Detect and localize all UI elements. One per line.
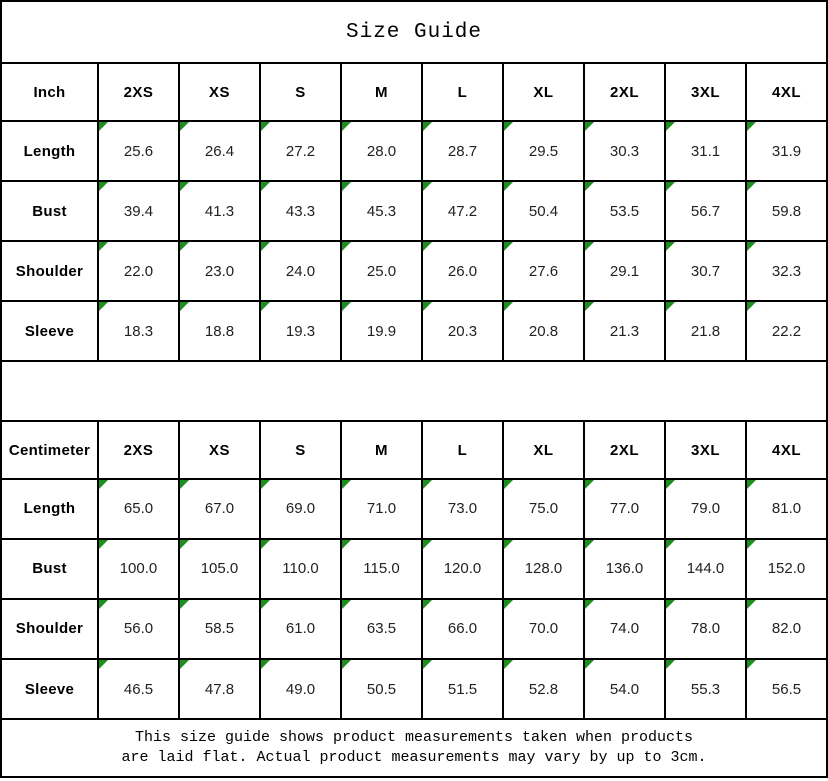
measurement-value: 28.0 <box>366 142 397 160</box>
corner-triangle-icon <box>504 242 513 251</box>
size-column-header: 4XL <box>746 421 827 479</box>
unit-label: Inch <box>1 63 98 121</box>
value-cell <box>584 301 665 361</box>
table-spacer <box>1 361 827 421</box>
measurement-value: 47.2 <box>447 202 478 220</box>
measurement-value: 51.5 <box>447 680 478 698</box>
measurement-value: 74.0 <box>609 620 640 638</box>
corner-triangle-icon <box>423 540 432 549</box>
row-label: Sleeve <box>1 301 98 361</box>
value-cell <box>665 539 746 599</box>
value-cell <box>179 659 260 719</box>
measurement-value: 25.6 <box>123 142 154 160</box>
measurement-value: 27.6 <box>528 262 559 280</box>
measurement-value: 70.0 <box>528 620 559 638</box>
measurement-value: 21.3 <box>609 322 640 340</box>
measurement-value: 22.2 <box>771 322 802 340</box>
measurement-value: 39.4 <box>123 202 154 220</box>
measurement-value: 55.3 <box>690 680 721 698</box>
value-cell <box>422 301 503 361</box>
spacer-section <box>1 361 827 421</box>
measurement-value: 18.8 <box>204 322 235 340</box>
measurement-value: 77.0 <box>609 500 640 518</box>
corner-triangle-icon <box>747 302 756 311</box>
value-cell <box>341 181 422 241</box>
corner-triangle-icon <box>666 660 675 669</box>
corner-triangle-icon <box>261 302 270 311</box>
corner-triangle-icon <box>423 480 432 489</box>
value-cell <box>746 539 827 599</box>
measurement-value: 47.8 <box>204 680 235 698</box>
measurement-value: 26.4 <box>204 142 235 160</box>
value-cell <box>260 121 341 181</box>
value-cell <box>584 479 665 539</box>
corner-triangle-icon <box>423 182 432 191</box>
value-cell <box>179 241 260 301</box>
measurement-value: 81.0 <box>771 500 802 518</box>
corner-triangle-icon <box>747 242 756 251</box>
value-cell <box>584 121 665 181</box>
measurement-row <box>1 121 827 181</box>
footer-section <box>1 719 827 777</box>
value-cell <box>503 539 584 599</box>
corner-triangle-icon <box>666 122 675 131</box>
corner-triangle-icon <box>585 122 594 131</box>
measurement-row <box>1 599 827 659</box>
corner-triangle-icon <box>342 480 351 489</box>
corner-triangle-icon <box>261 660 270 669</box>
corner-triangle-icon <box>585 600 594 609</box>
corner-triangle-icon <box>180 122 189 131</box>
corner-triangle-icon <box>342 302 351 311</box>
value-cell <box>584 659 665 719</box>
value-cell <box>665 599 746 659</box>
measurement-value: 152.0 <box>767 560 806 578</box>
corner-triangle-icon <box>261 182 270 191</box>
measurement-value: 23.0 <box>204 262 235 280</box>
value-cell <box>260 479 341 539</box>
corner-triangle-icon <box>423 242 432 251</box>
size-column-header: XL <box>503 63 584 121</box>
corner-triangle-icon <box>180 660 189 669</box>
inch-section <box>1 63 827 361</box>
measurement-value: 53.5 <box>609 202 640 220</box>
value-cell <box>422 659 503 719</box>
corner-triangle-icon <box>504 302 513 311</box>
corner-triangle-icon <box>342 660 351 669</box>
value-cell <box>179 599 260 659</box>
measurement-value: 56.0 <box>123 620 154 638</box>
measurement-value: 105.0 <box>200 560 239 578</box>
size-column-header: S <box>260 421 341 479</box>
row-label: Shoulder <box>1 241 98 301</box>
corner-triangle-icon <box>99 660 108 669</box>
measurement-value: 120.0 <box>443 560 482 578</box>
measurement-value: 65.0 <box>123 500 154 518</box>
value-cell <box>503 479 584 539</box>
corner-triangle-icon <box>585 302 594 311</box>
size-column-header: 2XS <box>98 421 179 479</box>
measurement-value: 19.3 <box>285 322 316 340</box>
size-column-header: M <box>341 63 422 121</box>
corner-triangle-icon <box>423 302 432 311</box>
value-cell <box>341 301 422 361</box>
measurement-row <box>1 659 827 719</box>
size-column-header: XS <box>179 421 260 479</box>
measurement-value: 144.0 <box>686 560 725 578</box>
measurement-value: 75.0 <box>528 500 559 518</box>
value-cell <box>341 539 422 599</box>
corner-triangle-icon <box>585 480 594 489</box>
value-cell <box>665 121 746 181</box>
size-header-row <box>1 421 827 479</box>
measurement-value: 66.0 <box>447 620 478 638</box>
size-column-header: L <box>422 63 503 121</box>
corner-triangle-icon <box>666 182 675 191</box>
measurement-value: 56.5 <box>771 680 802 698</box>
measurement-value: 46.5 <box>123 680 154 698</box>
measurement-value: 71.0 <box>366 500 397 518</box>
value-cell <box>665 301 746 361</box>
measurement-value: 69.0 <box>285 500 316 518</box>
value-cell <box>746 479 827 539</box>
corner-triangle-icon <box>504 480 513 489</box>
value-cell <box>746 301 827 361</box>
measurement-value: 26.0 <box>447 262 478 280</box>
corner-triangle-icon <box>99 182 108 191</box>
measurement-value: 79.0 <box>690 500 721 518</box>
row-label: Length <box>1 479 98 539</box>
value-cell <box>422 241 503 301</box>
value-cell <box>341 241 422 301</box>
measurement-row <box>1 301 827 361</box>
corner-triangle-icon <box>261 122 270 131</box>
measurement-value: 24.0 <box>285 262 316 280</box>
value-cell <box>422 539 503 599</box>
corner-triangle-icon <box>261 600 270 609</box>
measurement-value: 20.8 <box>528 322 559 340</box>
value-cell <box>98 241 179 301</box>
value-cell <box>746 659 827 719</box>
size-column-header: S <box>260 63 341 121</box>
measurement-value: 31.1 <box>690 142 721 160</box>
corner-triangle-icon <box>666 540 675 549</box>
measurement-value: 29.5 <box>528 142 559 160</box>
value-cell <box>179 301 260 361</box>
footer-note-line2: are laid flat. Actual product measurements may vary by up to 3cm. <box>121 749 707 766</box>
corner-triangle-icon <box>180 242 189 251</box>
corner-triangle-icon <box>99 302 108 311</box>
corner-triangle-icon <box>666 600 675 609</box>
corner-triangle-icon <box>666 242 675 251</box>
value-cell <box>341 121 422 181</box>
value-cell <box>503 659 584 719</box>
size-column-header: 4XL <box>746 63 827 121</box>
corner-triangle-icon <box>342 600 351 609</box>
size-column-header: 3XL <box>665 421 746 479</box>
corner-triangle-icon <box>423 122 432 131</box>
value-cell <box>746 599 827 659</box>
corner-triangle-icon <box>585 660 594 669</box>
footer-note-line1: This size guide shows product measurements taken when products <box>134 729 694 746</box>
measurement-value: 78.0 <box>690 620 721 638</box>
value-cell <box>260 659 341 719</box>
corner-triangle-icon <box>747 600 756 609</box>
measurement-value: 18.3 <box>123 322 154 340</box>
value-cell <box>746 121 827 181</box>
footer-row <box>1 719 827 777</box>
page-title: Size Guide <box>1 1 827 63</box>
value-cell <box>341 599 422 659</box>
measurement-value: 50.5 <box>366 680 397 698</box>
measurement-value: 100.0 <box>119 560 158 578</box>
measurement-value: 43.3 <box>285 202 316 220</box>
value-cell <box>260 241 341 301</box>
corner-triangle-icon <box>747 182 756 191</box>
row-label: Shoulder <box>1 599 98 659</box>
corner-triangle-icon <box>504 540 513 549</box>
measurement-row <box>1 539 827 599</box>
value-cell <box>98 659 179 719</box>
value-cell <box>260 539 341 599</box>
centimeter-section <box>1 421 827 719</box>
corner-triangle-icon <box>99 480 108 489</box>
value-cell <box>98 479 179 539</box>
measurement-value: 63.5 <box>366 620 397 638</box>
value-cell <box>341 659 422 719</box>
size-column-header: XL <box>503 421 584 479</box>
row-label: Bust <box>1 539 98 599</box>
corner-triangle-icon <box>261 540 270 549</box>
corner-triangle-icon <box>747 480 756 489</box>
size-column-header: 2XS <box>98 63 179 121</box>
corner-triangle-icon <box>99 600 108 609</box>
value-cell <box>260 301 341 361</box>
value-cell <box>665 479 746 539</box>
value-cell <box>422 599 503 659</box>
corner-triangle-icon <box>666 480 675 489</box>
corner-triangle-icon <box>342 122 351 131</box>
measurement-value: 73.0 <box>447 500 478 518</box>
value-cell <box>179 539 260 599</box>
measurement-value: 56.7 <box>690 202 721 220</box>
measurement-value: 21.8 <box>690 322 721 340</box>
value-cell <box>584 539 665 599</box>
size-column-header: M <box>341 421 422 479</box>
value-cell <box>503 121 584 181</box>
value-cell <box>665 659 746 719</box>
value-cell <box>260 181 341 241</box>
value-cell <box>422 479 503 539</box>
row-label: Bust <box>1 181 98 241</box>
corner-triangle-icon <box>666 302 675 311</box>
measurement-row <box>1 181 827 241</box>
measurement-value: 22.0 <box>123 262 154 280</box>
measurement-value: 31.9 <box>771 142 802 160</box>
measurement-value: 25.0 <box>366 262 397 280</box>
value-cell <box>98 121 179 181</box>
value-cell <box>179 479 260 539</box>
measurement-value: 54.0 <box>609 680 640 698</box>
measurement-value: 27.2 <box>285 142 316 160</box>
value-cell <box>665 181 746 241</box>
value-cell <box>179 121 260 181</box>
corner-triangle-icon <box>585 540 594 549</box>
value-cell <box>98 301 179 361</box>
measurement-value: 50.4 <box>528 202 559 220</box>
value-cell <box>179 181 260 241</box>
unit-label: Centimeter <box>1 421 98 479</box>
corner-triangle-icon <box>747 540 756 549</box>
value-cell <box>584 599 665 659</box>
measurement-value: 115.0 <box>363 560 400 578</box>
corner-triangle-icon <box>585 182 594 191</box>
corner-triangle-icon <box>504 182 513 191</box>
corner-triangle-icon <box>180 302 189 311</box>
title-row <box>1 1 827 63</box>
measurement-value: 20.3 <box>447 322 478 340</box>
corner-triangle-icon <box>504 600 513 609</box>
corner-triangle-icon <box>423 660 432 669</box>
measurement-value: 45.3 <box>366 202 397 220</box>
measurement-value: 58.5 <box>204 620 235 638</box>
corner-triangle-icon <box>261 242 270 251</box>
size-column-header: L <box>422 421 503 479</box>
corner-triangle-icon <box>585 242 594 251</box>
measurement-row <box>1 241 827 301</box>
corner-triangle-icon <box>180 480 189 489</box>
size-column-header: 3XL <box>665 63 746 121</box>
corner-triangle-icon <box>504 660 513 669</box>
row-label: Length <box>1 121 98 181</box>
value-cell <box>746 181 827 241</box>
corner-triangle-icon <box>504 122 513 131</box>
measurement-value: 28.7 <box>447 142 478 160</box>
size-column-header: 2XL <box>584 421 665 479</box>
corner-triangle-icon <box>99 122 108 131</box>
corner-triangle-icon <box>423 600 432 609</box>
value-cell <box>98 181 179 241</box>
corner-triangle-icon <box>747 660 756 669</box>
measurement-value: 59.8 <box>771 202 802 220</box>
measurement-value: 32.3 <box>771 262 802 280</box>
measurement-value: 52.8 <box>528 680 559 698</box>
measurement-value: 128.0 <box>524 560 563 578</box>
corner-triangle-icon <box>342 540 351 549</box>
measurement-row <box>1 479 827 539</box>
value-cell <box>98 539 179 599</box>
measurement-value: 110.0 <box>282 560 319 578</box>
value-cell <box>746 241 827 301</box>
value-cell <box>584 181 665 241</box>
corner-triangle-icon <box>180 540 189 549</box>
measurement-value: 82.0 <box>771 620 802 638</box>
title-section <box>1 1 827 63</box>
value-cell <box>422 181 503 241</box>
corner-triangle-icon <box>261 480 270 489</box>
corner-triangle-icon <box>180 182 189 191</box>
row-label: Sleeve <box>1 659 98 719</box>
value-cell <box>98 599 179 659</box>
corner-triangle-icon <box>747 122 756 131</box>
value-cell <box>422 121 503 181</box>
size-column-header: 2XL <box>584 63 665 121</box>
corner-triangle-icon <box>342 242 351 251</box>
measurement-value: 30.7 <box>690 262 721 280</box>
measurement-value: 19.9 <box>366 322 397 340</box>
corner-triangle-icon <box>180 600 189 609</box>
measurement-value: 136.0 <box>605 560 644 578</box>
value-cell <box>584 241 665 301</box>
measurement-value: 49.0 <box>285 680 316 698</box>
corner-triangle-icon <box>342 182 351 191</box>
value-cell <box>341 479 422 539</box>
corner-triangle-icon <box>99 540 108 549</box>
corner-triangle-icon <box>99 242 108 251</box>
measurement-value: 41.3 <box>204 202 235 220</box>
value-cell <box>503 181 584 241</box>
size-header-row <box>1 63 827 121</box>
spacer-row <box>1 361 827 421</box>
value-cell <box>503 301 584 361</box>
measurement-value: 67.0 <box>204 500 235 518</box>
measurement-value: 30.3 <box>609 142 640 160</box>
size-column-header: XS <box>179 63 260 121</box>
footer-note <box>1 719 827 777</box>
value-cell <box>260 599 341 659</box>
measurement-value: 61.0 <box>285 620 316 638</box>
value-cell <box>503 241 584 301</box>
value-cell <box>503 599 584 659</box>
value-cell <box>665 241 746 301</box>
measurement-value: 29.1 <box>609 262 640 280</box>
